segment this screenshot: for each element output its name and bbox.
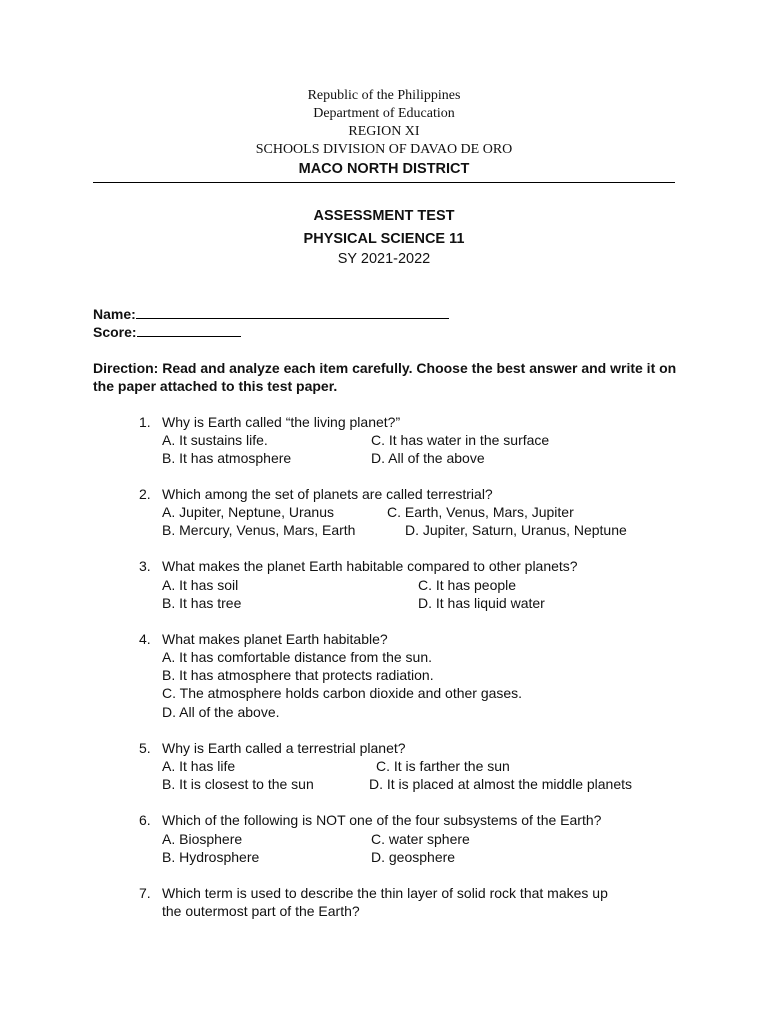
question-text: Which of the following is NOT one of the four subsystems of the Earth?	[162, 812, 602, 828]
header-department: Department of Education	[313, 106, 455, 121]
option-a: A. It sustains life.	[162, 432, 268, 448]
question-text-continued: the outermost part of the Earth?	[162, 903, 360, 919]
header-division: SCHOOLS DIVISION OF DAVAO DE ORO	[255, 142, 513, 157]
option-a: A. Jupiter, Neptune, Uranus	[162, 504, 334, 520]
question-number: 1.	[139, 414, 151, 430]
option-a: A. It has comfortable distance from the sun.	[162, 649, 433, 665]
option-b: B. It has tree	[162, 595, 242, 611]
option-b: B. It is closest to the sun	[162, 776, 314, 792]
score-field[interactable]	[93, 323, 241, 340]
option-c: C. The atmosphere holds carbon dioxide and other gases.	[162, 685, 523, 701]
question-text: Why is Earth called “the living planet?”	[162, 414, 401, 430]
question-text: Which term is used to describe the thin layer of solid rock that makes up	[162, 885, 608, 901]
header-region: REGION XI	[348, 124, 420, 139]
question-number: 2.	[139, 486, 151, 502]
test-title: ASSESSMENT TEST	[313, 208, 455, 224]
name-field[interactable]	[93, 305, 449, 322]
direction-text: Direction: Read and analyze each item carefully. Choose the best answer and write it on the paper attached to this test paper.	[93, 360, 677, 394]
test-school-year: SY 2021-2022	[337, 251, 431, 267]
option-c: C. Earth, Venus, Mars, Jupiter	[387, 504, 574, 520]
option-a: A. It has life	[162, 758, 236, 774]
question-text: What makes planet Earth habitable?	[162, 631, 388, 647]
header-district: MACO NORTH DISTRICT	[298, 161, 470, 177]
option-d: D. geosphere	[371, 849, 456, 865]
question-text: What makes the planet Earth habitable compared to other planets?	[162, 558, 578, 574]
name-label: Name:	[93, 306, 136, 322]
option-d: D. It is placed at almost the middle planets	[369, 776, 633, 792]
question-number: 5.	[139, 740, 151, 756]
option-d: D. It has liquid water	[418, 595, 545, 611]
option-b: B. It has atmosphere	[162, 450, 292, 466]
name-blank-line[interactable]	[136, 305, 449, 319]
option-b: B. Mercury, Venus, Mars, Earth	[162, 522, 356, 538]
option-b: B. It has atmosphere that protects radiation.	[162, 667, 434, 683]
header-divider	[93, 182, 675, 183]
option-a: A. It has soil	[162, 577, 239, 593]
option-c: C. It has water in the surface	[371, 432, 550, 448]
option-d: D. All of the above	[371, 450, 485, 466]
option-c: C. It has people	[418, 577, 517, 593]
question-number: 4.	[139, 631, 151, 647]
option-c: C. water sphere	[371, 831, 470, 847]
option-d: D. All of the above.	[162, 704, 280, 720]
score-label: Score:	[93, 324, 137, 340]
question-number: 3.	[139, 558, 151, 574]
option-b: B. Hydrosphere	[162, 849, 260, 865]
question-number: 6.	[139, 812, 151, 828]
option-c: C. It is farther the sun	[376, 758, 510, 774]
score-blank-line[interactable]	[137, 323, 241, 337]
question-text: Which among the set of planets are called terrestrial?	[162, 486, 493, 502]
option-a: A. Biosphere	[162, 831, 243, 847]
question-text: Why is Earth called a terrestrial planet?	[162, 740, 406, 756]
question-number: 7.	[139, 885, 151, 901]
header-republic: Republic of the Philippines	[307, 88, 461, 103]
option-d: D. Jupiter, Saturn, Uranus, Neptune	[405, 522, 627, 538]
test-subject: PHYSICAL SCIENCE 11	[303, 231, 465, 247]
